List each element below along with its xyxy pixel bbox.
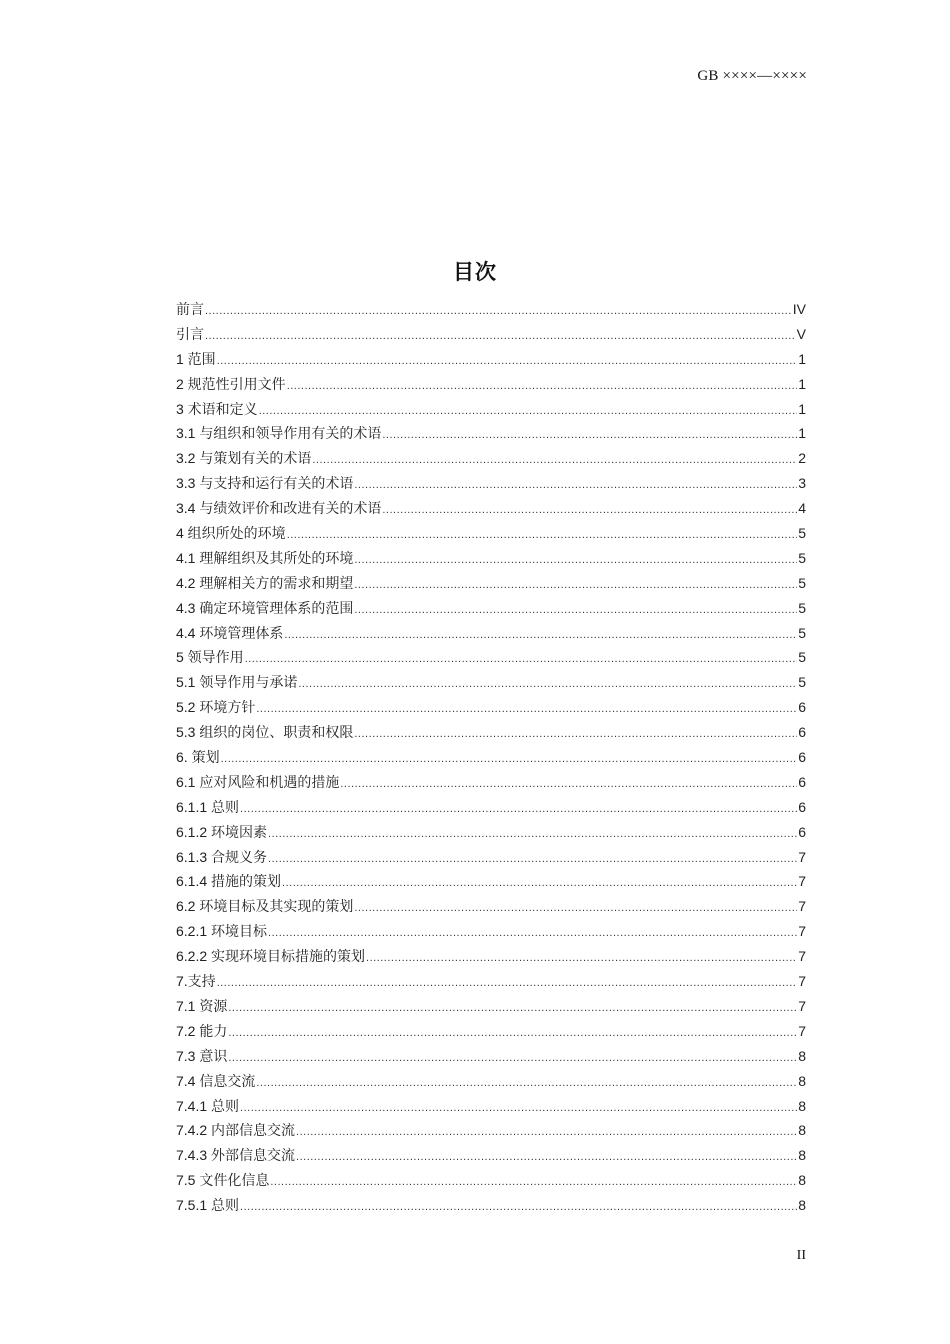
toc-entry-label: 6.1.2 环境因素 bbox=[176, 823, 268, 840]
toc-entry[interactable] bbox=[176, 521, 806, 546]
toc-entry-page: 5 bbox=[798, 599, 806, 616]
toc-entry[interactable] bbox=[176, 894, 806, 919]
toc-entry-page: 5 bbox=[798, 649, 806, 666]
toc-entry-label: 6.1.4 措施的策划 bbox=[176, 873, 282, 890]
toc-entry-page: 7 bbox=[798, 973, 806, 990]
toc-dot-leader bbox=[354, 573, 797, 598]
toc-entry[interactable] bbox=[176, 1069, 806, 1094]
table-of-contents bbox=[176, 297, 806, 1218]
toc-entry-page: 7 bbox=[798, 848, 806, 865]
toc-entry-label: 6.1 应对风险和机遇的措施 bbox=[176, 773, 340, 790]
toc-dot-leader bbox=[354, 896, 797, 921]
toc-dot-leader bbox=[298, 672, 797, 697]
toc-entry[interactable] bbox=[176, 1118, 806, 1143]
toc-entry[interactable] bbox=[176, 322, 806, 347]
toc-entry-label: 3.1 与组织和领导作用有关的术语 bbox=[176, 425, 382, 442]
toc-entry-label: 3.3 与支持和运行有关的术语 bbox=[176, 475, 354, 492]
toc-dot-leader bbox=[268, 921, 797, 946]
toc-dot-leader bbox=[240, 797, 797, 822]
toc-dot-leader bbox=[354, 722, 797, 747]
toc-entry-page: 6 bbox=[798, 773, 806, 790]
toc-entry-page: 7 bbox=[798, 997, 806, 1014]
toc-entry[interactable] bbox=[176, 994, 806, 1019]
toc-dot-leader bbox=[221, 747, 797, 772]
toc-entry-page: 1 bbox=[798, 375, 806, 392]
toc-entry-page: 6 bbox=[798, 798, 806, 815]
toc-entry-page: 6 bbox=[798, 823, 806, 840]
toc-entry-page: 5 bbox=[798, 674, 806, 691]
toc-entry-page: 7 bbox=[798, 1022, 806, 1039]
toc-dot-leader bbox=[259, 399, 797, 424]
toc-entry[interactable] bbox=[176, 820, 806, 845]
toc-dot-leader bbox=[217, 349, 797, 374]
toc-entry[interactable] bbox=[176, 372, 806, 397]
toc-entry-label: 4.1 理解组织及其所处的环境 bbox=[176, 549, 354, 566]
standard-code-header: GB ××××—×××× bbox=[697, 68, 807, 84]
toc-entry-label: 6.2.2 实现环境目标措施的策划 bbox=[176, 948, 366, 965]
toc-entry-label: 4.3 确定环境管理体系的范围 bbox=[176, 599, 354, 616]
toc-entry-label: 7.支持 bbox=[176, 973, 216, 990]
toc-entry[interactable] bbox=[176, 446, 806, 471]
toc-dot-leader bbox=[228, 1021, 797, 1046]
toc-dot-leader bbox=[268, 822, 797, 847]
toc-entry[interactable] bbox=[176, 397, 806, 422]
toc-entry[interactable] bbox=[176, 546, 806, 571]
toc-entry-page: IV bbox=[792, 301, 806, 317]
toc-entry[interactable] bbox=[176, 795, 806, 820]
toc-dot-leader bbox=[270, 1170, 797, 1195]
toc-dot-leader bbox=[240, 1096, 797, 1121]
toc-entry-label: 3.4 与绩效评价和改进有关的术语 bbox=[176, 500, 382, 517]
toc-dot-leader bbox=[312, 448, 797, 473]
toc-entry-label: 前言 bbox=[176, 301, 204, 317]
toc-entry-page: 5 bbox=[798, 574, 806, 591]
toc-entry-page: 2 bbox=[798, 450, 806, 467]
toc-entry-label: 6.1.1 总则 bbox=[176, 798, 240, 815]
toc-entry-label: 引言 bbox=[176, 325, 204, 342]
toc-entry[interactable] bbox=[176, 845, 806, 870]
toc-entry-page: 7 bbox=[798, 923, 806, 940]
toc-entry[interactable] bbox=[176, 596, 806, 621]
toc-entry[interactable] bbox=[176, 670, 806, 695]
toc-dot-leader bbox=[228, 996, 797, 1021]
toc-entry-page: 6 bbox=[798, 749, 806, 766]
toc-title: 目次 bbox=[453, 261, 497, 284]
toc-entry-label: 4.4 环境管理体系 bbox=[176, 624, 284, 641]
toc-dot-leader bbox=[354, 548, 797, 573]
toc-entry[interactable] bbox=[176, 869, 806, 894]
toc-entry-page: 8 bbox=[798, 1147, 806, 1164]
toc-entry[interactable] bbox=[176, 695, 806, 720]
toc-entry[interactable] bbox=[176, 770, 806, 795]
toc-entry[interactable] bbox=[176, 969, 806, 994]
toc-dot-leader bbox=[296, 1120, 797, 1145]
toc-entry-label: 6.2.1 环境目标 bbox=[176, 923, 268, 940]
toc-entry-page: 8 bbox=[798, 1122, 806, 1139]
toc-entry-page: 4 bbox=[798, 500, 806, 517]
toc-entry-label: 5.2 环境方针 bbox=[176, 699, 256, 716]
toc-entry-label: 6.1.3 合规义务 bbox=[176, 848, 268, 865]
toc-entry[interactable] bbox=[176, 1143, 806, 1168]
toc-entry[interactable] bbox=[176, 1193, 806, 1218]
toc-dot-leader bbox=[354, 598, 797, 623]
toc-entry-label: 2 规范性引用文件 bbox=[176, 375, 286, 392]
toc-entry-page: 8 bbox=[798, 1172, 806, 1189]
toc-entry-label: 7.4.1 总则 bbox=[176, 1097, 240, 1114]
toc-dot-leader bbox=[287, 523, 797, 548]
toc-entry-label: 7.2 能力 bbox=[176, 1022, 228, 1039]
toc-entry-label: 4.2 理解相关方的需求和期望 bbox=[176, 574, 354, 591]
toc-entry-page: 8 bbox=[798, 1197, 806, 1214]
toc-entry-label: 3 术语和定义 bbox=[176, 400, 258, 417]
toc-dot-leader bbox=[382, 498, 797, 523]
toc-entry-page: 8 bbox=[798, 1072, 806, 1089]
toc-entry-page: 1 bbox=[798, 350, 806, 367]
toc-entry-page: 8 bbox=[798, 1097, 806, 1114]
toc-dot-leader bbox=[240, 1195, 797, 1220]
toc-entry[interactable] bbox=[176, 645, 806, 670]
toc-entry-page: 7 bbox=[798, 948, 806, 965]
page-number: II bbox=[796, 1248, 806, 1263]
toc-entry[interactable] bbox=[176, 1094, 806, 1119]
toc-entry-page: 5 bbox=[798, 624, 806, 641]
toc-entry-page: 6 bbox=[798, 699, 806, 716]
toc-entry-page: 6 bbox=[798, 724, 806, 741]
toc-entry-label: 6. 策划 bbox=[176, 749, 220, 766]
toc-dot-leader bbox=[205, 299, 792, 324]
toc-entry[interactable] bbox=[176, 621, 806, 646]
toc-entry-page: 7 bbox=[798, 873, 806, 890]
toc-entry-label: 4 组织所处的环境 bbox=[176, 525, 286, 542]
toc-dot-leader bbox=[256, 697, 797, 722]
toc-entry-page: 8 bbox=[798, 1047, 806, 1064]
toc-dot-leader bbox=[296, 1145, 797, 1170]
toc-dot-leader bbox=[256, 1071, 797, 1096]
toc-entry-page: 1 bbox=[798, 425, 806, 442]
toc-entry[interactable] bbox=[176, 347, 806, 372]
toc-dot-leader bbox=[245, 647, 797, 672]
toc-entry[interactable] bbox=[176, 919, 806, 944]
toc-dot-leader bbox=[205, 324, 796, 349]
toc-entry[interactable] bbox=[176, 297, 806, 322]
toc-entry-label: 6.2 环境目标及其实现的策划 bbox=[176, 898, 354, 915]
toc-entry-page: 5 bbox=[798, 549, 806, 566]
toc-dot-leader bbox=[228, 1046, 797, 1071]
toc-dot-leader bbox=[354, 473, 797, 498]
toc-dot-leader bbox=[217, 971, 797, 996]
toc-entry-label: 7.4 信息交流 bbox=[176, 1072, 256, 1089]
toc-entry-label: 5.3 组织的岗位、职责和权限 bbox=[176, 724, 354, 741]
toc-entry-label: 7.4.3 外部信息交流 bbox=[176, 1147, 296, 1164]
toc-entry[interactable] bbox=[176, 720, 806, 745]
toc-entry-label: 7.1 资源 bbox=[176, 997, 228, 1014]
toc-entry-page: V bbox=[796, 325, 806, 342]
toc-entry-label: 7.5.1 总则 bbox=[176, 1197, 240, 1214]
toc-entry[interactable] bbox=[176, 944, 806, 969]
toc-entry[interactable] bbox=[176, 1168, 806, 1193]
toc-entry-page: 7 bbox=[798, 898, 806, 915]
toc-entry-label: 7.3 意识 bbox=[176, 1047, 228, 1064]
toc-entry[interactable] bbox=[176, 1019, 806, 1044]
toc-entry[interactable] bbox=[176, 1044, 806, 1069]
toc-entry-page: 3 bbox=[798, 475, 806, 492]
toc-entry-label: 5.1 领导作用与承诺 bbox=[176, 674, 298, 691]
toc-entry-page: 5 bbox=[798, 525, 806, 542]
toc-entry[interactable] bbox=[176, 421, 806, 446]
toc-entry-page: 1 bbox=[798, 400, 806, 417]
toc-dot-leader bbox=[366, 946, 797, 971]
toc-dot-leader bbox=[382, 423, 797, 448]
toc-dot-leader bbox=[287, 374, 797, 399]
toc-dot-leader bbox=[282, 871, 797, 896]
toc-entry-label: 7.4.2 内部信息交流 bbox=[176, 1122, 296, 1139]
toc-dot-leader bbox=[284, 623, 797, 648]
toc-entry-label: 7.5 文件化信息 bbox=[176, 1172, 270, 1189]
toc-entry[interactable] bbox=[176, 745, 806, 770]
toc-dot-leader bbox=[268, 847, 797, 872]
toc-entry-label: 5 领导作用 bbox=[176, 649, 244, 666]
toc-entry[interactable] bbox=[176, 571, 806, 596]
toc-entry[interactable] bbox=[176, 471, 806, 496]
toc-dot-leader bbox=[340, 772, 797, 797]
toc-entry-label: 3.2 与策划有关的术语 bbox=[176, 450, 312, 467]
toc-entry-label: 1 范围 bbox=[176, 350, 216, 367]
toc-entry[interactable] bbox=[176, 496, 806, 521]
